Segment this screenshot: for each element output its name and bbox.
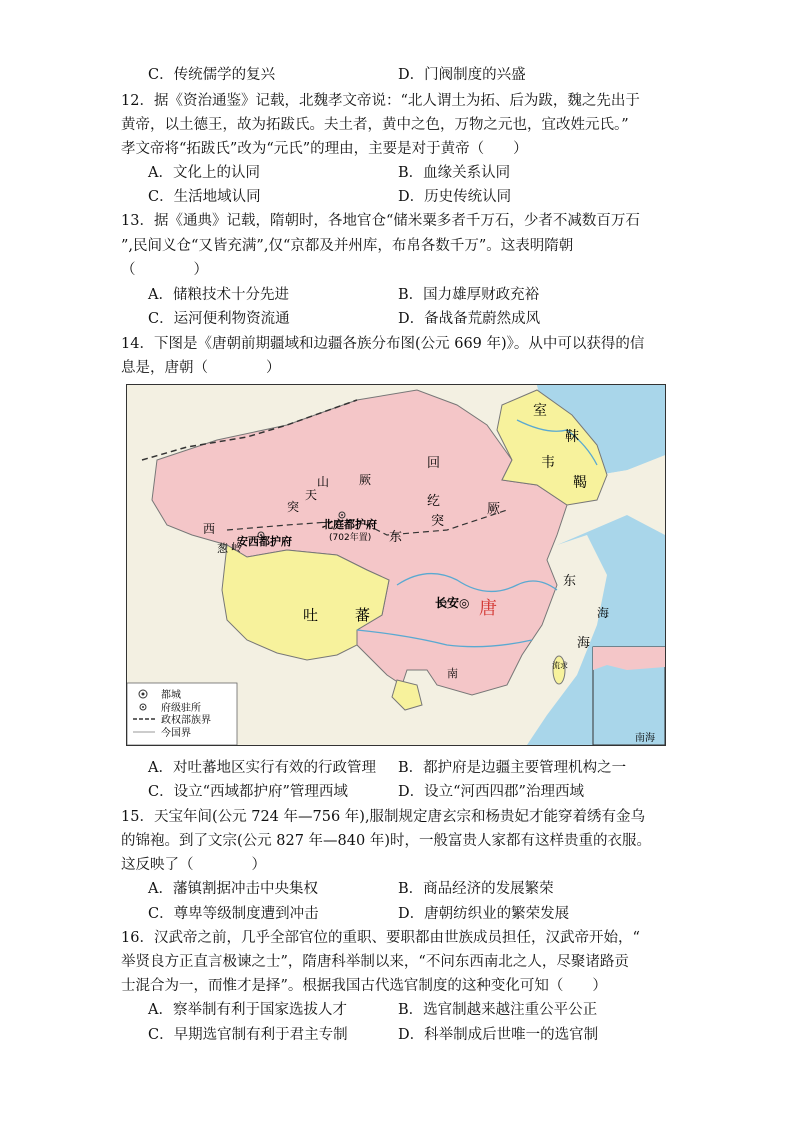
q13-option-d: D．备战备荒蔚然成风 (398, 311, 541, 327)
q16-option-a: A．察举制有利于国家选拔人才 (148, 1002, 347, 1018)
q13-text-1: 13．据《通典》记载，隋朝时，各地官仓“储米粟多者千万石，少者不减数百万石 (121, 213, 640, 229)
label-cong: 葱 (217, 542, 228, 555)
label-hai2: 海 (597, 606, 610, 620)
label-wei: 韦 (541, 455, 555, 471)
label-dong: 东 (389, 530, 403, 545)
q14-text-2: 息是，唐朝（ ） (121, 360, 281, 376)
label-jue2: 厥 (487, 502, 501, 517)
q14-option-d: D．设立“河西四郡”治理西域 (398, 784, 584, 800)
q15-text-1: 15．天宝年间(公元 724 年—756 年),服制规定唐玄宗和杨贵妃才能穿着绣有金乌 (121, 809, 646, 825)
legend-boundary: 政权部族界 (161, 715, 211, 726)
q12-option-a: A．文化上的认同 (148, 165, 260, 181)
legend-modern: 今国界 (161, 728, 191, 739)
q15-option-a: A．藩镇割据冲击中央集权 (148, 881, 318, 897)
label-xi: 西 (203, 522, 216, 536)
legend-capital: 都城 (161, 690, 181, 701)
q15-text-3: 这反映了（ ） (121, 857, 266, 873)
q13-text-3: （ ） (121, 262, 208, 278)
q13-option-a: A．储粮技术十分先进 (148, 287, 289, 303)
label-jue3: 厥 (359, 473, 372, 487)
label-beiting-year: (702年置) (329, 533, 372, 543)
q16-option-d: D．科举制成后世唯一的选官制 (398, 1027, 599, 1043)
label-he2: 纥 (427, 494, 441, 509)
label-hai: 海 (577, 636, 591, 651)
label-beiting: 北庭都护府 (322, 518, 377, 531)
q12-option-b: B．血缘关系认同 (398, 165, 511, 181)
label-jue: 突 (431, 514, 445, 529)
q13-option-c: C．运河便利物资流通 (148, 311, 290, 327)
label-dong2: 东 (563, 574, 577, 589)
q14-text-1: 14．下图是《唐朝前期疆域和边疆各族分布图(公元 669 年)》。从中可以获得的信 (121, 336, 645, 352)
q11-option-d: D．门阀制度的兴盛 (398, 67, 526, 83)
label-tubo1: 吐 (303, 606, 319, 624)
label-tian: 天 (305, 488, 318, 502)
q16-option-b: B．选官制越来越注重公平公正 (398, 1002, 598, 1018)
q13-option-b: B．国力雄厚财政充裕 (398, 287, 540, 303)
q12-option-d: D．历史传统认同 (398, 189, 512, 205)
label-mo: 靺 (565, 429, 579, 445)
q12-text-1: 12．据《资治通鉴》记载，北魏孝文帝说：“北人谓土为拓、后为跋，魏之先出于 (121, 93, 640, 109)
label-tang: 唐 (479, 598, 497, 619)
label-liuqiu: 流求 (552, 661, 568, 670)
q15-text-2: 的锦袍。到了文宗(公元 827 年—840 年)时，一般富贵人家都有这样贵重的衣服。 (121, 833, 651, 849)
q12-option-c: C．生活地域认同 (148, 189, 261, 205)
q14-option-b: B．都护府是边疆主要管理机构之一 (398, 760, 627, 776)
q16-option-c: C．早期选官制有利于君主专制 (148, 1027, 348, 1043)
label-changan: 长安◎ (435, 596, 470, 610)
label-he: 鞨 (573, 475, 587, 491)
q11-option-c: C．传统儒学的复兴 (148, 67, 276, 83)
q14-option-c: C．设立“西域都护府”管理西域 (148, 784, 348, 800)
q15-option-c: C．尊卑等级制度遭到冲击 (148, 906, 319, 922)
q16-text-1: 16．汉武帝之前，几乎全部官位的重职、要职都由世族成员担任，汉武帝开始，“ (121, 930, 640, 946)
legend-protectorate: 府级驻所 (161, 703, 201, 714)
q15-option-d: D．唐朝纺织业的繁荣发展 (398, 906, 570, 922)
label-tu: 突 (287, 500, 300, 514)
label-shan: 山 (317, 475, 330, 489)
tang-map (126, 384, 666, 746)
label-anxi: 安西都护府 (237, 535, 292, 548)
label-shi: 室 (533, 403, 547, 419)
q15-option-b: B．商品经济的发展繁荣 (398, 881, 554, 897)
label-ling: 岭 (231, 541, 242, 554)
q16-text-3: 士混合为一，而惟才是择”。根据我国古代选官制度的这种变化可知（ ） (121, 978, 607, 994)
label-tubo2: 蕃 (355, 606, 371, 624)
label-hui: 回 (427, 456, 441, 471)
q14-option-a: A．对吐蕃地区实行有效的行政管理 (148, 760, 376, 776)
label-nanhai-inset: 南海 (635, 733, 655, 744)
q13-text-2: ”,民间义仓“又皆充满”,仅“京都及并州库，布帛各数千万”。这表明隋朝 (121, 238, 574, 254)
q16-text-2: 举贤良方正直言极谏之士”，隋唐科举制以来，“不问东西南北之人，尽聚诸路贡 (121, 954, 629, 970)
q12-text-2: 黄帝，以土德王，故为拓跋氏。夫土者，黄中之色，万物之元也，宜改姓元氏。” (121, 117, 629, 133)
q12-text-3: 孝文帝将“拓跋氏”改为“元氏”的理由，主要是对于黄帝（ ） (121, 141, 528, 157)
label-nan: 南 (447, 667, 458, 680)
